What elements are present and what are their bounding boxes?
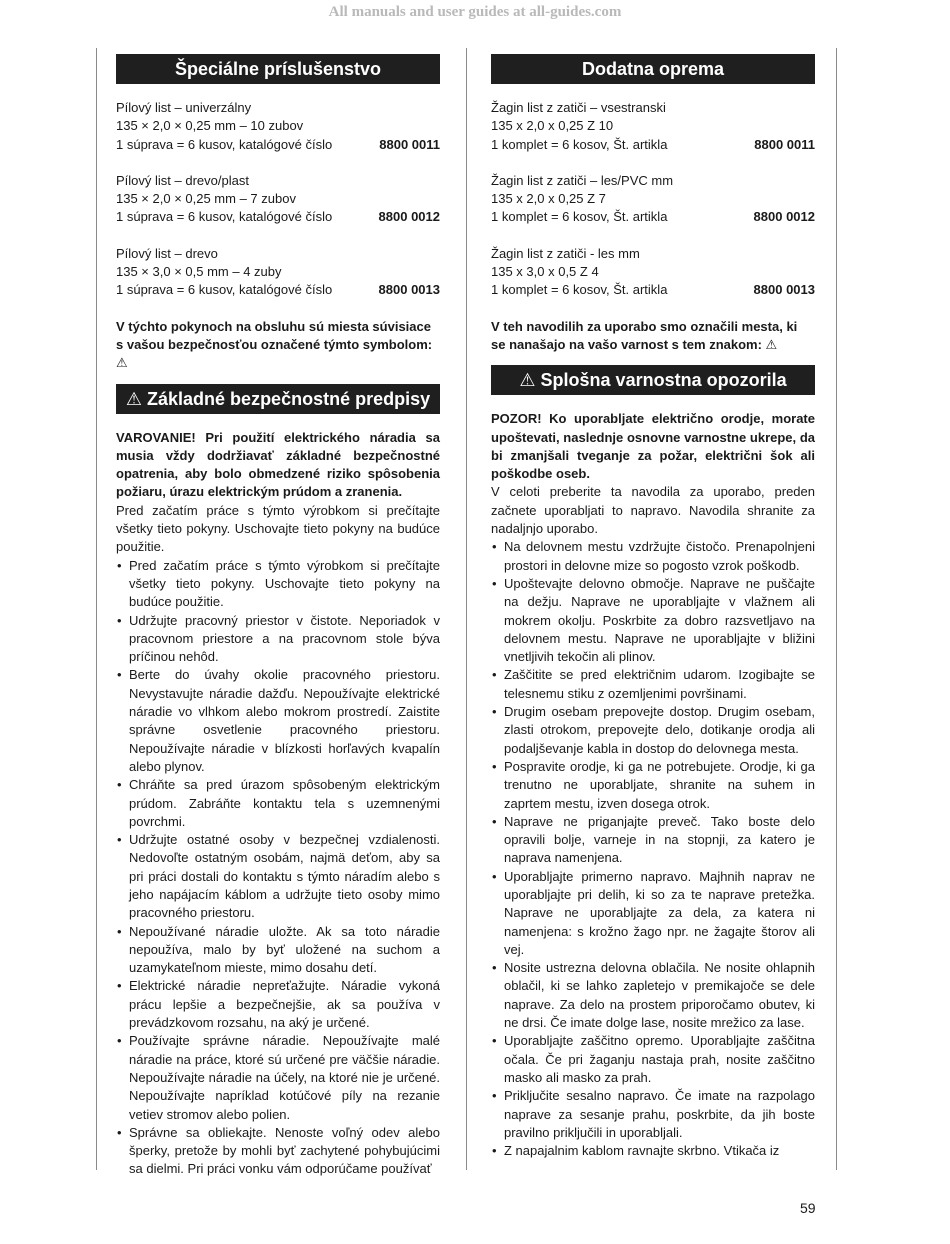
safety-bullet: • Na delovnem mestu vzdržujte čistočo. Prenapolnjeni prostori in delovne mize so pogosto vzrok poškodb. [491,538,815,575]
accessory-dimensions: 135 x 2,0 x 0,25 Z 7 [491,191,606,207]
accessory-name: Žagin list z zatiči – les/PVC mm [491,172,674,188]
safety-bullet: • Uporabljajte zaščitno opremo. Uporabljajte zaščitna očala. Če pri žaganju nastaja prah, nosite zaščitno masko ali masko za prah. [491,1032,815,1087]
safety-bullet: • Pospravite orodje, ki ga ne potrebujete. Orodje, ki ga trenutno ne uporabljate, shranite na suhem in zaprtem mestu, izven dosega otrok. [491,758,815,813]
catalog-number: 8800 0012 [753,209,815,225]
catalog-label: 1 súprava = 6 kusov, katalógové číslo [116,209,333,225]
accessory-dimensions: 135 x 2,0 x 0,25 Z 10 [491,118,614,134]
accessory-item [491,172,815,227]
catalog-number: 8800 0013 [378,282,440,298]
safety-bullet-list [491,538,815,1160]
right-column [491,54,815,1160]
safety-bullet: • Berte do úvahy okolie pracovného priestoru. Nevystavujte náradie dažďu. Nepoužívajte elektrické náradie vo vlhkom alebo mokrom prostredí. Zaistite správne osvetlenie pracovného priestoru. Nepoužívajte náradie v blízkosti horľavých kvapalín alebo plynov. [116,666,440,776]
accessory-dimensions: 135 × 3,0 × 0,5 mm – 4 zuby [116,264,282,280]
warning-lead: POZOR! Ko uporabljate električno orodje, morate upoštevati, naslednje osnovne varnostne ukrepe, da bi zmanjšali tveganje za požar, električni šok ali poškodbe oseb. [491,411,815,482]
warning-lead: VAROVANIE! Pri použití elektrického náradia sa musia vždy dodržiavať základné bezpečnostné opatrenia, aby bolo obmedzené riziko spôsobenia požiaru, úrazu elektrickým prúdom a zranenia. [116,429,440,500]
accessory-catalog-row [491,281,815,299]
safety-bullet: • Pred začatím práce s týmto výrobkom si prečítajte všetky tieto pokyny. Uschovajte tieto pokyny na budúce použitie. [116,557,440,612]
safety-bullet: • Správne sa obliekajte. Nenoste voľný odev alebo šperky, pretože by mohli byť zachytené pohybujúcimi sa dielmi. Pri práci vonku vám odporúčame používať [116,1124,440,1179]
accessory-catalog-row [116,281,440,299]
left-margin-rule [96,48,97,1170]
accessory-catalog-row [491,208,815,226]
intro-paragraph: Pred začatím práce s týmto výrobkom si prečítajte všetky tieto pokyny. Uschovajte tieto pokyny na budúce použitie. [116,502,440,555]
safety-bullet-list [116,557,440,1179]
accessory-name: Pílový list – drevo/plast [116,172,249,188]
safety-bullet: • Naprave ne priganjajte preveč. Tako boste delo opravili bolje, varneje in na stopnji, za katero je naprava namenjena. [491,813,815,868]
safety-bullet: • Z napajalnim kablom ravnajte skrbno. Vtikača iz [491,1142,815,1160]
accessories-list [491,99,815,300]
accessories-list [116,99,440,300]
catalog-number: 8800 0011 [754,136,815,152]
safety-bullet: • Upoštevajte delovno območje. Naprave ne puščajte na dežju. Naprave ne uporabljajte v vlažnem ali mokrem okolju. Poskrbite za dobro razsvetljavo na delovnem mestu. Naprave ne uporabljajte v bližini vnetljivih tekočin ali plinov. [491,575,815,666]
page-number: 59 [800,1200,816,1216]
safety-bullet: • Nosite ustrezna delovna oblačila. Ne nosite ohlapnih oblačil, ki se lahko zapletejo v premikajoče se dele naprave. Za delo na prostem priporočamo obutev, ki ne drsi. Če imate dolge lase, nosite mrežico za lase. [491,959,815,1032]
catalog-label: 1 komplet = 6 kosov, Št. artikla [491,209,668,225]
center-divider-rule [466,48,467,1170]
accessory-catalog-row [116,136,440,154]
accessory-catalog-row [116,208,440,226]
catalog-label: 1 súprava = 6 kusov, katalógové číslo [116,282,333,298]
safety-bullet: • Uporabljajte primerno napravo. Majhnih naprav ne uporabljajte pri delih, ki so za te naprave pretežka. Naprave ne uporabljajte za dela, za katera ni namenjena: s krožno žago npr. ne žagajte štorov ali vej. [491,868,815,959]
accessory-item [116,172,440,227]
safety-bullet: • Elektrické náradie nepreťažujte. Náradie vykoná prácu lepšie a bezpečnejšie, ak sa používa v prevádzkovom rozsahu, na aký je určené. [116,977,440,1032]
safety-bullet: • Udržujte ostatné osoby v bezpečnej vzdialenosti. Nedovoľte ostatným osobám, najmä deťom, aby sa pri práci dostali do kontaktu s týmto náradím alebo s jeho napájacím káblom a udržujte tieto osoby mimo pracovného priestoru. [116,831,440,922]
watermark: All manuals and user guides at all-guides.com [328,4,622,20]
safety-bullet: • Udržujte pracovný priestor v čistote. Neporiadok v pracovnom priestore a na pracovnom stole býva príčinou nehôd. [116,612,440,667]
accessory-item [116,99,440,154]
accessory-name: Pílový list – univerzálny [116,100,252,115]
catalog-number: 8800 0011 [379,136,440,152]
accessories-heading: Špeciálne príslušenstvo [116,54,440,84]
accessory-item [491,245,815,300]
accessory-name: Žagin list z zatiči – vsestranski [491,100,666,115]
accessory-name: Pílový list – drevo [116,245,218,261]
safety-heading: ⚠ Základné bezpečnostné predpisy [116,384,440,414]
catalog-number: 8800 0012 [378,209,440,225]
safety-bullet: • Chráňte sa pred úrazom spôsobeným elektrickým prúdom. Zabráňte kontaktu tela s uzemnenými povrchmi. [116,776,440,831]
accessory-dimensions: 135 × 2,0 × 0,25 mm – 10 zubov [116,118,304,134]
intro-paragraph: V celoti preberite ta navodila za uporabo, preden začnete uporabljati to napravo. Navodila shranite za nadaljnjo uporabo. [491,484,815,537]
safety-heading: ⚠ Splošna varnostna opozorila [491,365,815,395]
safety-symbol-notice: V teh navodilih za uporabo smo označili mesta, ki se nanašajo na vašo varnost s tem znakom: ⚠ [491,318,798,352]
accessory-dimensions: 135 × 2,0 × 0,25 mm – 7 zubov [116,191,296,207]
safety-bullet: • Zaščitite se pred električnim udarom. Izogibajte se telesnemu stiku z ozemljenimi površinami. [491,666,815,703]
safety-bullet: • Používajte správne náradie. Nepoužívajte malé náradie na práce, ktoré sú určené pre väčšie náradie. Nepoužívajte náradie na účely, na ktoré nie je určené. Nepoužívajte napríklad kotúčové píly na rezanie vetiev stromov alebo polien. [116,1032,440,1123]
accessory-catalog-row [491,136,815,154]
safety-bullet: • Priključite sesalno napravo. Če imate na razpolago naprave za sesanje prahu, poskrbite, da jih boste pravilno priključili in uporabljali. [491,1087,815,1142]
catalog-number: 8800 0013 [753,282,815,298]
catalog-label: 1 komplet = 6 kosov, Št. artikla [491,136,668,152]
safety-bullet: • Drugim osebam prepovejte dostop. Drugim osebam, zlasti otrokom, prepovejte delo, dotikanje orodja ali podaljševanje kabla in dostop do delovnega mesta. [491,703,815,758]
safety-bullet: • Nepoužívané náradie uložte. Ak sa toto náradie nepoužíva, malo by byť uložené na suchom a uzamykateľnom mieste, mimo dosahu detí. [116,923,440,978]
safety-symbol-notice: V týchto pokynoch na obsluhu sú miesta súvisiace s vašou bezpečnosťou označené týmto symbolom: ⚠ [116,318,433,371]
accessory-item [491,99,815,154]
left-column [116,54,440,1179]
accessory-dimensions: 135 x 3,0 x 0,5 Z 4 [491,264,599,280]
catalog-label: 1 komplet = 6 kosov, Št. artikla [491,282,668,298]
accessory-name: Žagin list z zatiči - les mm [491,245,640,261]
accessories-heading: Dodatna oprema [491,54,815,84]
catalog-label: 1 súprava = 6 kusov, katalógové číslo [116,136,333,152]
accessory-item [116,245,440,300]
right-margin-rule [836,48,837,1170]
